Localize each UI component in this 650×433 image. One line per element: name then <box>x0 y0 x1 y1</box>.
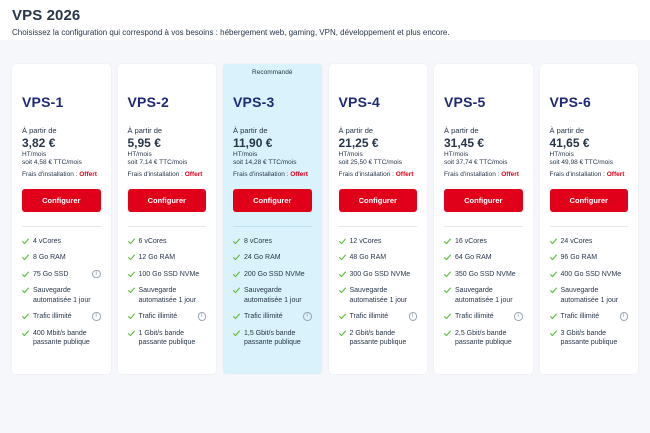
feature-item <box>233 329 312 348</box>
install-fee-value: Offert <box>184 171 203 178</box>
check-icon <box>22 313 29 320</box>
price-ht-label: HT/mois <box>549 151 574 158</box>
check-icon <box>233 238 240 245</box>
check-icon <box>233 271 240 278</box>
feature-label: Trafic illimité <box>138 313 178 321</box>
check-icon <box>444 238 451 245</box>
plan-title: VPS-5 <box>444 94 486 110</box>
feature-label: Trafic illimité <box>455 313 494 321</box>
install-fee-value: Offert <box>606 171 625 178</box>
card-divider <box>550 226 629 227</box>
feature-item <box>233 270 312 279</box>
feature-item <box>22 329 101 348</box>
plans-band <box>0 40 650 433</box>
plans-row <box>12 64 638 374</box>
feature-item <box>339 329 418 348</box>
check-icon <box>339 271 346 278</box>
feature-label: 24 vCores <box>560 238 593 245</box>
plan-price: 41,65 € <box>549 136 590 150</box>
check-icon <box>128 271 135 278</box>
feature-label: 2,5 Gbit/s bande passante publique <box>455 329 512 347</box>
feature-label: 8 Go RAM <box>33 254 66 262</box>
feature-label: 300 Go SSD NVMe <box>349 270 411 278</box>
feature-label: 48 Go RAM <box>349 254 387 262</box>
feature-item <box>444 237 523 246</box>
price-ttc-label: soit 49,98 € TTC/mois <box>549 159 613 166</box>
check-icon <box>550 313 557 320</box>
feature-item <box>128 270 207 279</box>
check-icon <box>22 287 29 294</box>
feature-label: 4 vCores <box>33 238 62 245</box>
configure-button[interactable]: Configurer <box>233 189 312 212</box>
install-fee <box>550 171 629 178</box>
feature-label: Sauvegarde automatisée 1 jour <box>138 287 197 304</box>
install-fee-value: Offert <box>395 171 414 178</box>
feature-item <box>339 253 418 262</box>
info-icon[interactable]: i <box>409 312 418 321</box>
check-icon <box>339 254 346 261</box>
info-icon[interactable]: i <box>620 312 629 321</box>
plan-card[interactable] <box>12 64 111 374</box>
install-fee-label: Frais d'installation : <box>127 171 183 178</box>
feature-item <box>22 253 101 262</box>
check-icon <box>233 330 240 337</box>
feature-item <box>233 286 312 305</box>
configure-button[interactable]: Configurer <box>128 189 207 212</box>
plan-title: VPS-6 <box>549 94 591 110</box>
plan-price: 11,90 € <box>233 136 273 150</box>
card-divider <box>233 226 312 227</box>
check-icon <box>444 271 451 278</box>
page-header <box>0 0 650 38</box>
feature-item <box>22 270 101 279</box>
feature-label: 100 Go SSD NVMe <box>138 270 200 278</box>
feature-label: Trafic illimité <box>349 313 389 321</box>
check-icon <box>444 330 451 337</box>
check-icon <box>128 287 135 294</box>
feature-label: Sauvegarde automatisée 1 jour <box>33 287 91 304</box>
feature-label: Trafic illimité <box>244 313 283 321</box>
feature-label: 1 Gbit/s bande passante publique <box>138 329 196 347</box>
feature-item <box>128 253 207 262</box>
page-subtitle: Choisissez la configuration qui correspond à vos besoins : hébergement web, gaming, VPN, développement et plus encore. <box>12 28 450 37</box>
check-icon <box>22 330 29 337</box>
install-fee <box>339 171 418 178</box>
feature-item <box>128 329 207 348</box>
feature-item <box>444 253 523 262</box>
price-ttc-label: soit 37,74 € TTC/mois <box>444 159 508 166</box>
feature-item <box>128 312 207 321</box>
configure-button[interactable]: Configurer <box>550 189 629 212</box>
install-fee-label: Frais d'installation : <box>338 171 394 178</box>
price-ttc-label: soit 7,14 € TTC/mois <box>127 159 188 166</box>
price-ttc-label: soit 4,58 € TTC/mois <box>22 159 82 166</box>
check-icon <box>339 238 346 245</box>
install-fee <box>128 171 207 178</box>
plan-price: 21,25 € <box>338 136 379 150</box>
install-fee-value: Offert <box>290 171 308 178</box>
from-label: À partir de <box>127 126 163 135</box>
feature-label: Trafic illimité <box>560 313 600 321</box>
from-label: À partir de <box>444 126 479 135</box>
plan-price: 5,95 € <box>127 136 161 150</box>
feature-label: 6 vCores <box>138 238 167 245</box>
check-icon <box>550 238 557 245</box>
feature-label: Trafic illimité <box>33 313 72 321</box>
info-icon[interactable]: i <box>92 270 101 279</box>
feature-label: 2 Gbit/s bande passante publique <box>349 329 407 347</box>
plan-title: VPS-4 <box>338 94 380 110</box>
feature-item <box>550 237 629 246</box>
check-icon <box>444 313 451 320</box>
feature-item <box>550 270 629 279</box>
feature-item <box>22 237 101 246</box>
feature-label: 75 Go SSD <box>33 270 69 278</box>
recommended-badge: Recommandé <box>252 69 293 76</box>
plan-title: VPS-1 <box>22 94 64 110</box>
feature-item <box>339 286 418 305</box>
check-icon <box>22 238 29 245</box>
check-icon <box>550 271 557 278</box>
plan-title: VPS-3 <box>233 94 275 110</box>
plan-card[interactable] <box>540 64 639 374</box>
install-fee <box>233 171 312 178</box>
card-divider <box>22 226 101 227</box>
feature-item <box>444 312 523 321</box>
card-divider <box>339 226 418 227</box>
price-ttc-label: soit 25,50 € TTC/mois <box>338 159 402 166</box>
check-icon <box>444 287 451 294</box>
configure-button[interactable]: Configurer <box>444 189 523 212</box>
feature-item <box>339 312 418 321</box>
plan-card[interactable] <box>434 64 533 374</box>
install-fee-value: Offert <box>79 171 97 178</box>
feature-item <box>444 286 523 305</box>
feature-item <box>444 329 523 348</box>
from-label: À partir de <box>233 126 268 135</box>
price-ht-label: HT/mois <box>233 151 258 158</box>
install-fee-label: Frais d'installation : <box>22 171 78 178</box>
feature-label: 350 Go SSD NVMe <box>455 270 516 278</box>
feature-label: 3 Gbit/s bande passante publique <box>560 329 618 347</box>
feature-item <box>550 312 629 321</box>
feature-item <box>22 286 101 305</box>
install-fee-label: Frais d'installation : <box>233 171 289 178</box>
plan-card[interactable] <box>118 64 217 374</box>
check-icon <box>233 313 240 320</box>
info-icon[interactable]: i <box>514 312 523 321</box>
from-label: À partir de <box>22 126 57 135</box>
feature-item <box>339 237 418 246</box>
feature-label: Sauvegarde automatisée 1 jour <box>349 287 408 304</box>
feature-item <box>339 270 418 279</box>
check-icon <box>128 330 135 337</box>
feature-item <box>550 286 629 305</box>
check-icon <box>128 238 135 245</box>
feature-item <box>444 270 523 279</box>
feature-label: Sauvegarde automatisée 1 jour <box>244 287 302 304</box>
install-fee-label: Frais d'installation : <box>444 171 500 178</box>
feature-item <box>128 237 207 246</box>
feature-item <box>22 312 101 321</box>
feature-item <box>233 253 312 262</box>
info-icon[interactable]: i <box>92 312 101 321</box>
feature-label: 96 Go RAM <box>560 254 598 262</box>
feature-label: 64 Go RAM <box>455 254 492 262</box>
check-icon <box>22 271 29 278</box>
feature-label: 1,5 Gbit/s bande passante publique <box>244 329 301 347</box>
from-label: À partir de <box>549 126 585 135</box>
info-icon[interactable]: i <box>198 312 207 321</box>
check-icon <box>339 330 346 337</box>
feature-label: 16 vCores <box>455 238 487 245</box>
feature-item <box>550 329 629 348</box>
feature-item <box>550 253 629 262</box>
feature-label: 400 Go SSD NVMe <box>560 270 622 278</box>
configure-button[interactable]: Configurer <box>22 189 101 212</box>
check-icon <box>128 254 135 261</box>
feature-label: 12 Go RAM <box>138 254 176 262</box>
install-fee-value: Offert <box>501 171 519 178</box>
check-icon <box>233 287 240 294</box>
plan-card[interactable] <box>223 64 322 374</box>
price-ht-label: HT/mois <box>127 151 152 158</box>
check-icon <box>233 254 240 261</box>
card-divider <box>444 226 523 227</box>
feature-label: Sauvegarde automatisée 1 jour <box>560 287 619 304</box>
feature-label: Sauvegarde automatisée 1 jour <box>455 287 513 304</box>
plan-card[interactable] <box>329 64 428 374</box>
info-icon[interactable]: i <box>303 312 312 321</box>
feature-label: 12 vCores <box>349 238 382 245</box>
install-fee-label: Frais d'installation : <box>549 171 605 178</box>
plan-price: 3,82 € <box>22 136 56 150</box>
price-ht-label: HT/mois <box>444 151 469 158</box>
feature-item <box>233 237 312 246</box>
check-icon <box>339 287 346 294</box>
price-ht-label: HT/mois <box>338 151 363 158</box>
check-icon <box>128 313 135 320</box>
feature-label: 8 vCores <box>244 238 273 245</box>
check-icon <box>22 254 29 261</box>
feature-item <box>128 286 207 305</box>
feature-label: 400 Mbit/s bande passante publique <box>33 329 90 347</box>
check-icon <box>550 254 557 261</box>
price-ttc-label: soit 14,28 € TTC/mois <box>233 159 297 166</box>
feature-label: 24 Go RAM <box>244 254 281 262</box>
plan-price: 31,45 € <box>444 136 485 150</box>
page-title: VPS 2026 <box>12 7 81 24</box>
check-icon <box>550 287 557 294</box>
price-ht-label: HT/mois <box>22 151 47 158</box>
feature-item <box>233 312 312 321</box>
feature-label: 200 Go SSD NVMe <box>244 270 305 278</box>
from-label: À partir de <box>338 126 374 135</box>
check-icon <box>339 313 346 320</box>
install-fee <box>444 171 523 178</box>
check-icon <box>444 254 451 261</box>
plan-title: VPS-2 <box>127 94 169 110</box>
check-icon <box>550 330 557 337</box>
configure-button[interactable]: Configurer <box>339 189 418 212</box>
card-divider <box>128 226 207 227</box>
install-fee <box>22 171 101 178</box>
